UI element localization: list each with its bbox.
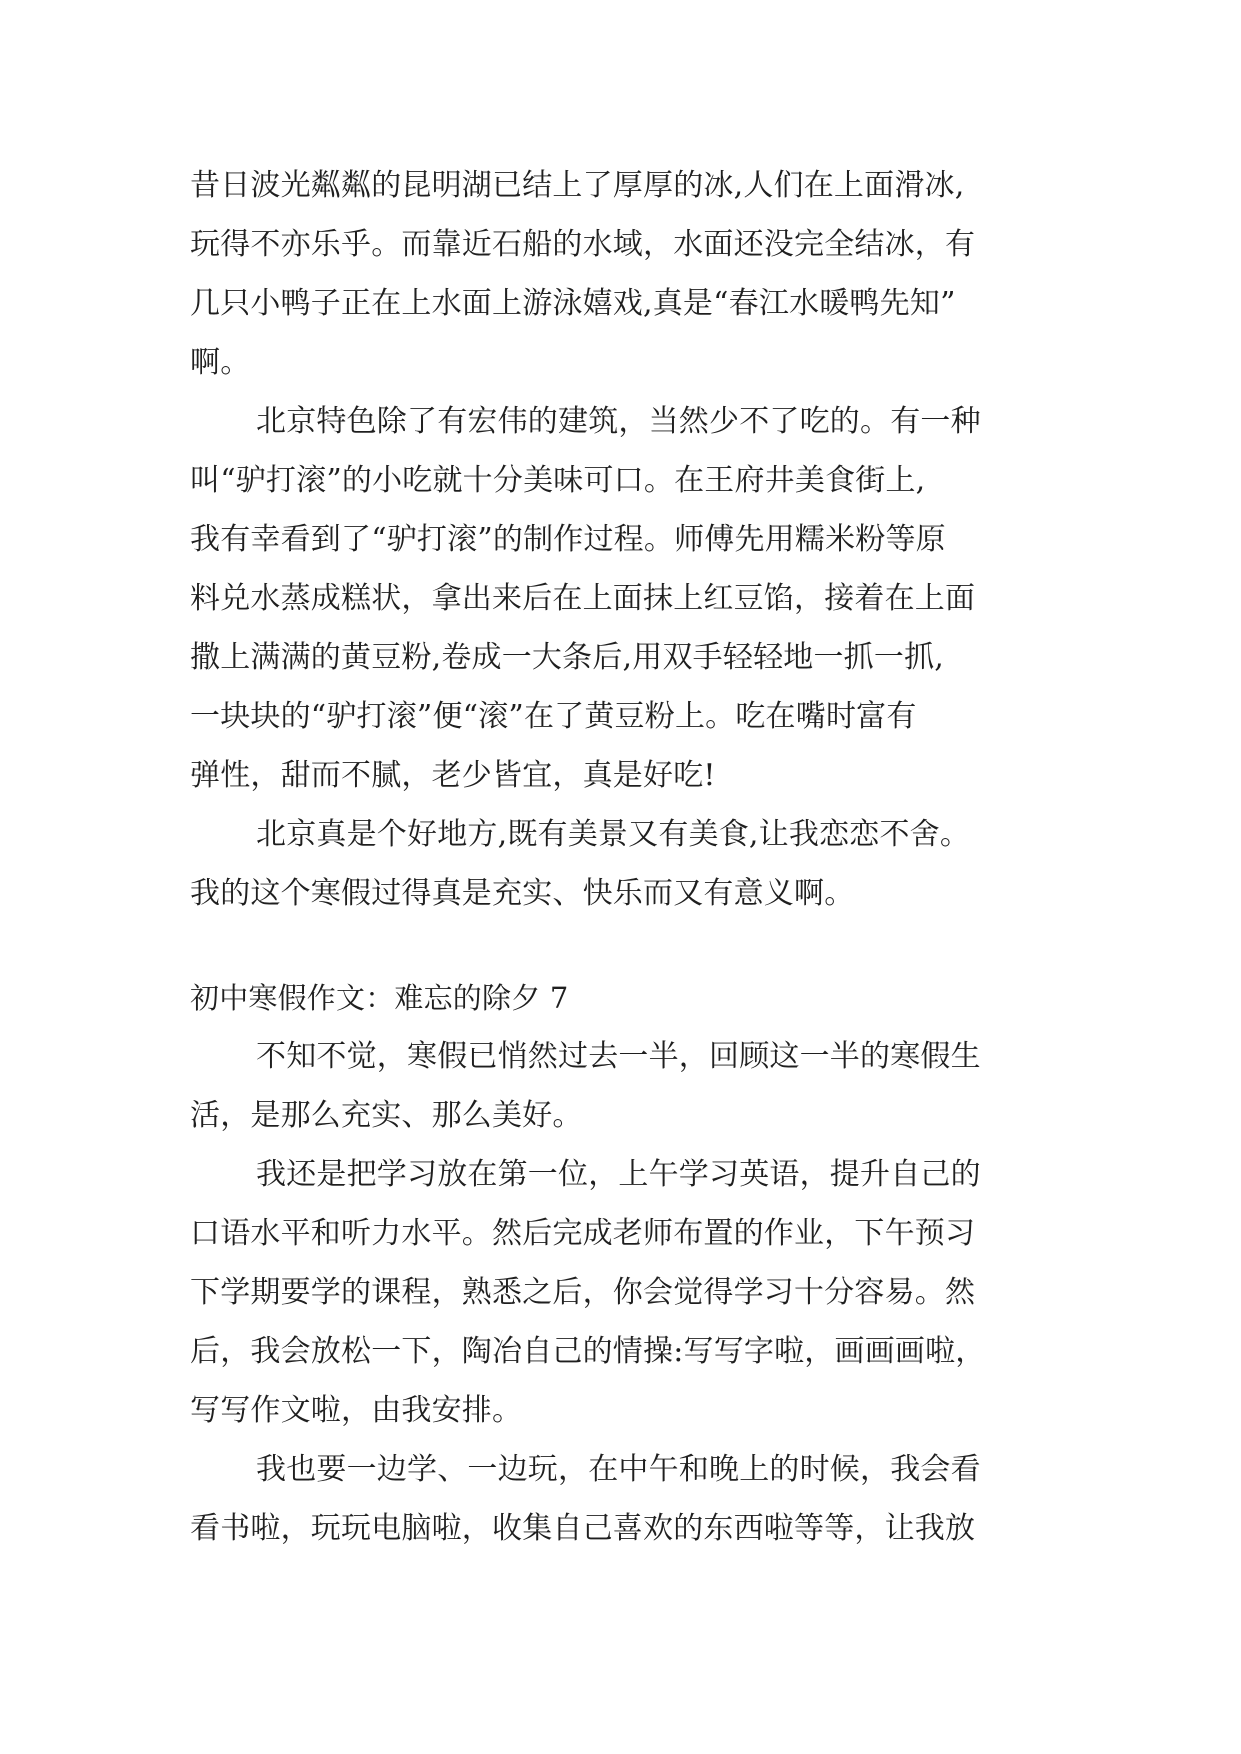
- text-line: 昔日波光粼粼的昆明湖已结上了厚厚的冰,人们在上面滑冰,: [190, 168, 965, 203]
- text-line: 料兑水蒸成糕状，拿出来后在上面抹上红豆馅，接着在上面: [190, 581, 976, 616]
- text-line: 不知不觉，寒假已悄然过去一半，回顾这一半的寒假生: [256, 1039, 981, 1074]
- text-line: 我也要一边学、一边玩，在中午和晚上的时候，我会看: [256, 1452, 981, 1487]
- text-line: 几只小鸭子正在上水面上游泳嬉戏,真是“春江水暖鸭先知”: [190, 286, 956, 321]
- text-line: 下学期要学的课程，熟悉之后，你会觉得学习十分容易。然: [190, 1275, 976, 1310]
- text-line: 北京真是个好地方,既有美景又有美食,让我恋恋不舍。: [256, 817, 971, 852]
- text-line: 看书啦，玩玩电脑啦，收集自己喜欢的东西啦等等，让我放: [190, 1511, 976, 1546]
- text-line: 口语水平和听力水平。然后完成老师布置的作业，下午预习: [190, 1216, 976, 1251]
- text-line: 玩得不亦乐乎。而靠近石船的水域，水面还没完全结冰，有: [190, 227, 976, 262]
- text-line: 叫“驴打滚”的小吃就十分美味可口。在王府井美食街上,: [190, 463, 926, 498]
- text-line: 啊。: [190, 345, 251, 380]
- text-line: 我有幸看到了“驴打滚”的制作过程。师傅先用糯米粉等原: [190, 522, 946, 557]
- text-line: 后，我会放松一下，陶冶自己的情操:写写字啦，画画画啦，: [190, 1334, 986, 1369]
- text-line: 写写作文啦，由我安排。: [190, 1393, 523, 1428]
- text-line: 一块块的“驴打滚”便“滚”在了黄豆粉上。吃在嘴时富有: [190, 699, 917, 734]
- text-line: 活，是那么充实、那么美好。: [190, 1098, 583, 1133]
- text-line: 北京特色除了有宏伟的建筑，当然少不了吃的。有一种: [256, 404, 981, 439]
- text-line: 撒上满满的黄豆粉,卷成一大条后,用双手轻轻地一抓一抓,: [190, 640, 945, 675]
- text-line: 弹性，甜而不腻，老少皆宜，真是好吃!: [190, 758, 716, 793]
- text-line: 我的这个寒假过得真是充实、快乐而又有意义啊。: [190, 876, 855, 911]
- text-line: 我还是把学习放在第一位，上午学习英语，提升自己的: [256, 1157, 981, 1192]
- section-heading: 初中寒假作文：难忘的除夕 7: [190, 981, 569, 1015]
